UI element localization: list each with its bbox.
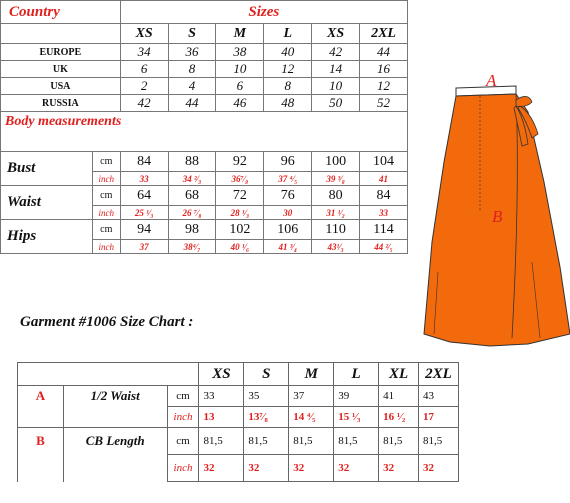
measurement-inch: 31 ¹⁄₂ bbox=[312, 206, 360, 220]
size-value: 50 bbox=[312, 95, 360, 112]
unit-cm: cm bbox=[92, 186, 120, 206]
measurement-inch: 37 bbox=[120, 240, 168, 254]
blank-cell bbox=[63, 455, 167, 482]
garment-title: Garment #1006 Size Chart : bbox=[20, 314, 194, 330]
label-b: B bbox=[492, 207, 503, 226]
country-row bbox=[1, 44, 408, 61]
garment-inch: 13⁷⁄₈ bbox=[244, 407, 289, 428]
country-header: Country bbox=[1, 1, 121, 24]
size-value: 36 bbox=[168, 44, 216, 61]
garment-row-cm bbox=[18, 428, 459, 455]
measurement-cm: 102 bbox=[216, 220, 264, 240]
garment-cm: 33 bbox=[199, 386, 244, 407]
measurement-inch: 39 ³⁄₈ bbox=[312, 172, 360, 186]
size-value: 10 bbox=[216, 61, 264, 78]
garment-row-inch bbox=[18, 455, 459, 482]
size-value: 12 bbox=[360, 78, 408, 95]
garment-inch: 32 bbox=[289, 455, 334, 482]
unit-cm: cm bbox=[92, 220, 120, 240]
measurement-cm: 98 bbox=[168, 220, 216, 240]
measurement-cm: 88 bbox=[168, 152, 216, 172]
measurement-label: Waist bbox=[1, 186, 93, 220]
garment-size-table bbox=[17, 362, 459, 482]
point-label: A bbox=[18, 386, 64, 407]
measurement-cm: 76 bbox=[264, 186, 312, 206]
size-header: L bbox=[264, 24, 312, 44]
body-measurements-heading: Body measurements bbox=[1, 112, 408, 132]
sizes-header: Sizes bbox=[120, 1, 407, 24]
garment-inch: 13 bbox=[199, 407, 244, 428]
size-value: 6 bbox=[120, 61, 168, 78]
measurement-inch: 44 ²⁄₅ bbox=[360, 240, 408, 254]
measurement-cm: 106 bbox=[264, 220, 312, 240]
garment-inch: 32 bbox=[334, 455, 379, 482]
measurement-row-cm bbox=[1, 186, 408, 206]
garment-inch: 17 bbox=[419, 407, 459, 428]
size-header: XS bbox=[312, 24, 360, 44]
measurement-inch: 40 ¹⁄₆ bbox=[216, 240, 264, 254]
measurement-cm: 72 bbox=[216, 186, 264, 206]
unit-inch: inch bbox=[167, 455, 199, 482]
size-value: 48 bbox=[264, 95, 312, 112]
measurement-inch: 38⁴⁄₇ bbox=[168, 240, 216, 254]
size-value: 6 bbox=[216, 78, 264, 95]
country-name: UK bbox=[1, 61, 121, 78]
measurement-cm: 96 bbox=[264, 152, 312, 172]
measurement-cm: 100 bbox=[312, 152, 360, 172]
measurement-inch: 41 bbox=[360, 172, 408, 186]
garment-inch: 32 bbox=[379, 455, 419, 482]
measurement-inch: 37 ⁴⁄₅ bbox=[264, 172, 312, 186]
measurement-inch: 34 ²⁄₃ bbox=[168, 172, 216, 186]
garment-cm: 81,5 bbox=[419, 428, 459, 455]
unit-cm: cm bbox=[92, 152, 120, 172]
size-value: 12 bbox=[264, 61, 312, 78]
size-header: 2XL bbox=[360, 24, 408, 44]
measurement-inch: 33 bbox=[360, 206, 408, 220]
size-header: M bbox=[289, 363, 334, 386]
blank-cell bbox=[18, 455, 64, 482]
unit-cm: cm bbox=[167, 428, 199, 455]
country-name: USA bbox=[1, 78, 121, 95]
measurement-label: Hips bbox=[1, 220, 93, 254]
measurement-inch: 28 ¹⁄₃ bbox=[216, 206, 264, 220]
country-row bbox=[1, 95, 408, 112]
measurement-cm: 84 bbox=[360, 186, 408, 206]
measurement-inch: 30 bbox=[264, 206, 312, 220]
size-header: S bbox=[168, 24, 216, 44]
size-header: L bbox=[334, 363, 379, 386]
point-label: B bbox=[18, 428, 64, 455]
garment-measurement-label: CB Length bbox=[63, 428, 167, 455]
label-a: A bbox=[486, 72, 497, 90]
size-value: 46 bbox=[216, 95, 264, 112]
size-value: 38 bbox=[216, 44, 264, 61]
measurement-cm: 68 bbox=[168, 186, 216, 206]
size-value: 42 bbox=[312, 44, 360, 61]
measurement-inch: 36⁷⁄₈ bbox=[216, 172, 264, 186]
garment-row-inch bbox=[18, 407, 459, 428]
unit-inch: inch bbox=[92, 206, 120, 220]
garment-cm: 81,5 bbox=[244, 428, 289, 455]
size-value: 8 bbox=[264, 78, 312, 95]
measurement-row-cm bbox=[1, 152, 408, 172]
measurement-cm: 104 bbox=[360, 152, 408, 172]
size-value: 14 bbox=[312, 61, 360, 78]
size-value: 44 bbox=[168, 95, 216, 112]
garment-cm: 41 bbox=[379, 386, 419, 407]
country-name: RUSSIA bbox=[1, 95, 121, 112]
country-row bbox=[1, 78, 408, 95]
skirt-illustration bbox=[420, 72, 570, 352]
garment-cm: 39 bbox=[334, 386, 379, 407]
size-value: 4 bbox=[168, 78, 216, 95]
garment-inch: 32 bbox=[199, 455, 244, 482]
country-row bbox=[1, 61, 408, 78]
garment-inch: 14 ⁴⁄₅ bbox=[289, 407, 334, 428]
blank-cell bbox=[1, 24, 121, 44]
size-value: 2 bbox=[120, 78, 168, 95]
garment-inch: 32 bbox=[244, 455, 289, 482]
measurement-cm: 94 bbox=[120, 220, 168, 240]
measurement-row-cm bbox=[1, 220, 408, 240]
measurement-cm: 110 bbox=[312, 220, 360, 240]
garment-cm: 81,5 bbox=[334, 428, 379, 455]
garment-row-cm bbox=[18, 386, 459, 407]
unit-inch: inch bbox=[92, 240, 120, 254]
size-header: XS bbox=[199, 363, 244, 386]
size-header: M bbox=[216, 24, 264, 44]
garment-cm: 81,5 bbox=[379, 428, 419, 455]
size-value: 10 bbox=[312, 78, 360, 95]
measurement-cm: 80 bbox=[312, 186, 360, 206]
measurement-inch: 43¹⁄₃ bbox=[312, 240, 360, 254]
size-value: 52 bbox=[360, 95, 408, 112]
size-header: XS bbox=[120, 24, 168, 44]
size-value: 44 bbox=[360, 44, 408, 61]
measurement-inch: 33 bbox=[120, 172, 168, 186]
blank-cell bbox=[63, 407, 167, 428]
garment-inch: 16 ¹⁄₂ bbox=[379, 407, 419, 428]
measurement-cm: 84 bbox=[120, 152, 168, 172]
garment-inch: 15 ¹⁄₃ bbox=[334, 407, 379, 428]
size-value: 42 bbox=[120, 95, 168, 112]
measurement-cm: 114 bbox=[360, 220, 408, 240]
measurement-label: Bust bbox=[1, 152, 93, 186]
measurement-inch: 41 ³⁄₄ bbox=[264, 240, 312, 254]
garment-cm: 43 bbox=[419, 386, 459, 407]
size-value: 16 bbox=[360, 61, 408, 78]
blank-cell bbox=[1, 131, 408, 152]
garment-cm: 81,5 bbox=[289, 428, 334, 455]
blank-cell bbox=[18, 407, 64, 428]
size-value: 34 bbox=[120, 44, 168, 61]
size-header: 2XL bbox=[419, 363, 459, 386]
blank-cell bbox=[18, 363, 199, 386]
size-header: XL bbox=[379, 363, 419, 386]
garment-cm: 81,5 bbox=[199, 428, 244, 455]
garment-cm: 37 bbox=[289, 386, 334, 407]
measurement-cm: 64 bbox=[120, 186, 168, 206]
unit-inch: inch bbox=[167, 407, 199, 428]
garment-cm: 35 bbox=[244, 386, 289, 407]
unit-cm: cm bbox=[167, 386, 199, 407]
size-table bbox=[0, 0, 408, 254]
country-name: EUROPE bbox=[1, 44, 121, 61]
measurement-inch: 26 ⁷⁄₈ bbox=[168, 206, 216, 220]
size-value: 40 bbox=[264, 44, 312, 61]
size-value: 8 bbox=[168, 61, 216, 78]
unit-inch: inch bbox=[92, 172, 120, 186]
garment-measurement-label: 1/2 Waist bbox=[63, 386, 167, 407]
size-header: S bbox=[244, 363, 289, 386]
measurement-inch: 25 ¹⁄₃ bbox=[120, 206, 168, 220]
garment-inch: 32 bbox=[419, 455, 459, 482]
measurement-cm: 92 bbox=[216, 152, 264, 172]
